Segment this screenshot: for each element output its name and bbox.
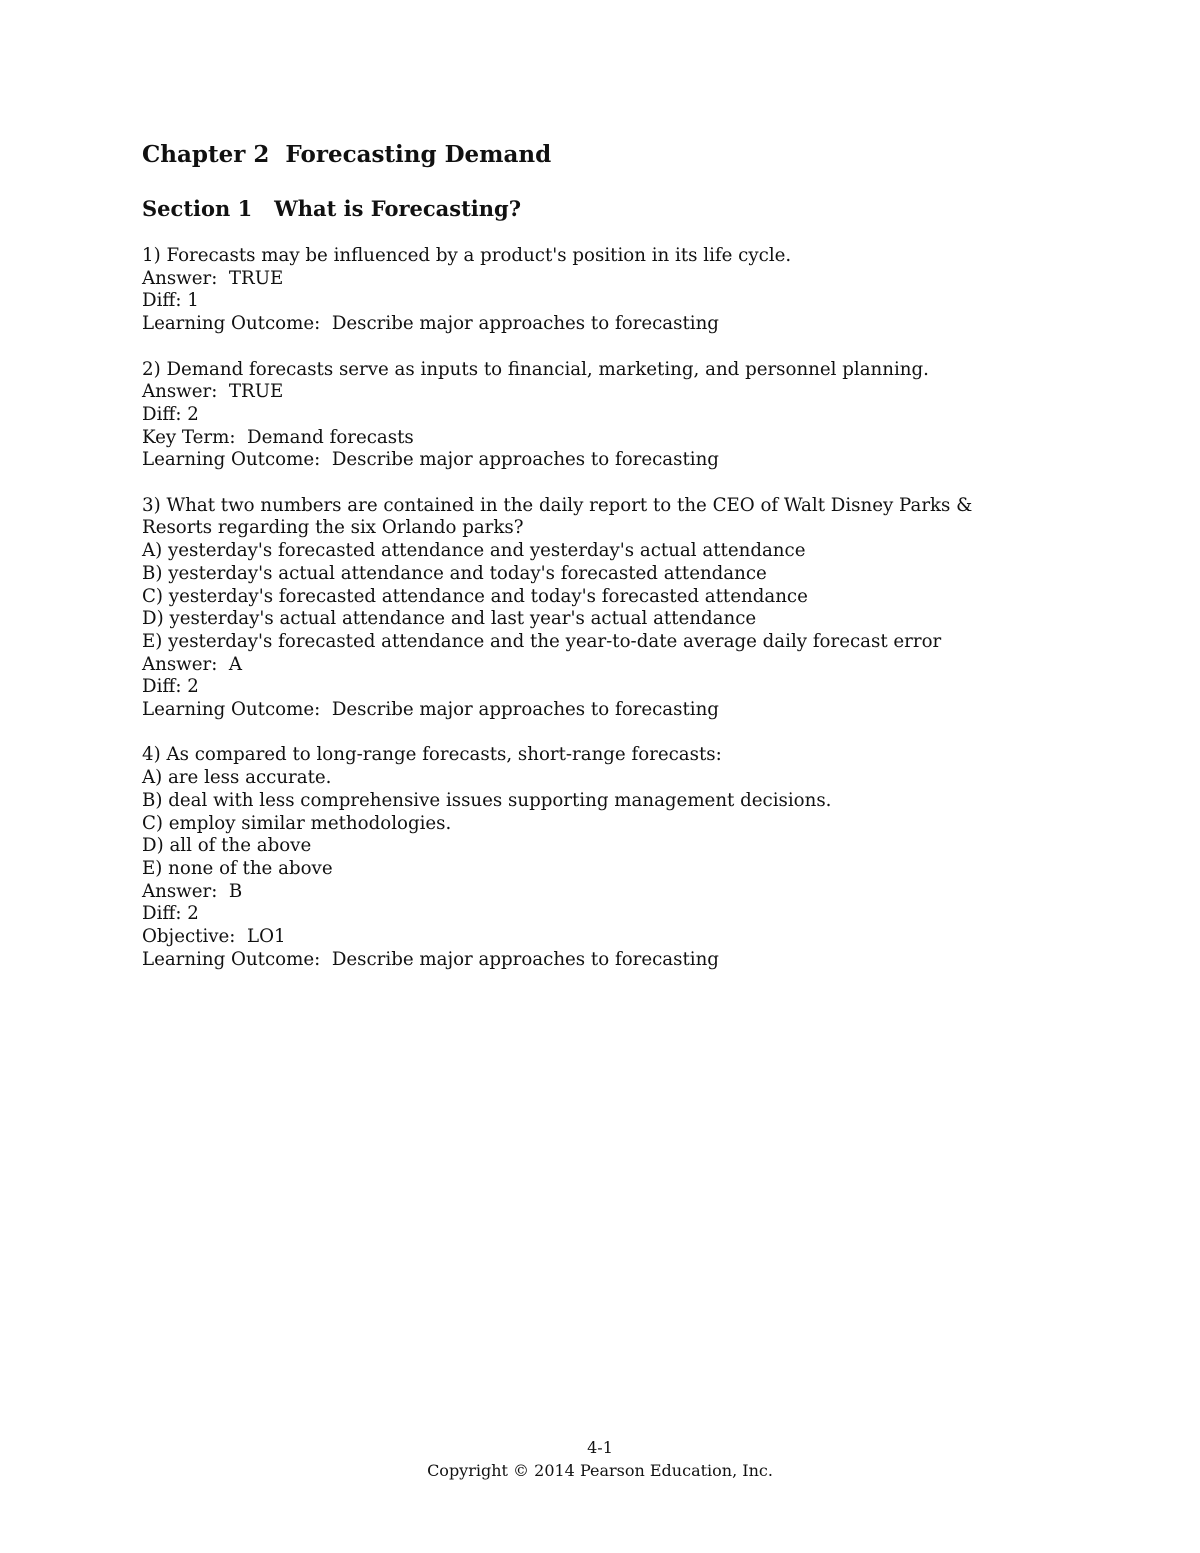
question-detail-line: Objective: LO1 bbox=[142, 926, 286, 948]
question-block bbox=[142, 359, 1072, 473]
question-text: 3) What two numbers are contained in the daily report to the CEO of Walt Disney Parks & bbox=[142, 494, 973, 516]
question-detail-line: Answer: TRUE bbox=[142, 267, 284, 289]
question-detail-line: A) are less accurate. bbox=[142, 767, 332, 789]
page-number: 4-1 bbox=[587, 1438, 613, 1457]
question-detail-line: Resorts regarding the six Orlando parks? bbox=[142, 517, 524, 539]
question-detail-line: D) yesterday's actual attendance and last year's actual attendance bbox=[142, 608, 757, 630]
question-block bbox=[142, 744, 1072, 971]
question-detail-line: Learning Outcome: Describe major approaches to forecasting bbox=[142, 948, 719, 970]
question-detail-line: Learning Outcome: Describe major approaches to forecasting bbox=[142, 313, 719, 335]
question-detail-line: Answer: B bbox=[142, 880, 243, 902]
question-text: 4) As compared to long-range forecasts, short-range forecasts: bbox=[142, 744, 722, 766]
question-detail-line: Diff: 1 bbox=[142, 290, 199, 312]
question-detail-line: B) deal with less comprehensive issues supporting management decisions. bbox=[142, 789, 832, 811]
question-detail-line: Answer: TRUE bbox=[142, 381, 284, 403]
question-detail-line: Diff: 2 bbox=[142, 903, 199, 925]
question-block bbox=[142, 495, 1072, 722]
question-detail-line: Diff: 2 bbox=[142, 403, 199, 425]
question-detail-line: A) yesterday's forecasted attendance and yesterday's actual attendance bbox=[142, 540, 806, 562]
question-list bbox=[142, 245, 1072, 971]
question-detail-line: Answer: A bbox=[142, 653, 243, 675]
chapter-title: Chapter 2 Forecasting Demand bbox=[142, 141, 552, 168]
document-content bbox=[142, 140, 1072, 994]
question-detail-line: C) employ similar methodologies. bbox=[142, 812, 452, 834]
question-detail-line: Learning Outcome: Describe major approaches to forecasting bbox=[142, 449, 719, 471]
question-text: 1) Forecasts may be influenced by a product's position in its life cycle. bbox=[142, 245, 792, 266]
question-detail-line: E) none of the above bbox=[142, 857, 333, 879]
question-text: 2) Demand forecasts serve as inputs to financial, marketing, and personnel planning. bbox=[142, 358, 929, 380]
question-detail-line: E) yesterday's forecasted attendance and the year-to-date average daily forecast error bbox=[142, 630, 942, 652]
question-detail-line: C) yesterday's forecasted attendance and today's forecasted attendance bbox=[142, 585, 808, 607]
question-detail-line: Learning Outcome: Describe major approaches to forecasting bbox=[142, 699, 719, 721]
question-block bbox=[142, 245, 1072, 336]
question-detail-line: D) all of the above bbox=[142, 835, 312, 857]
copyright-notice: Copyright © 2014 Pearson Education, Inc. bbox=[427, 1461, 773, 1480]
question-detail-line: B) yesterday's actual attendance and today's forecasted attendance bbox=[142, 562, 767, 584]
section-title: Section 1 What is Forecasting? bbox=[142, 196, 522, 221]
question-detail-line: Key Term: Demand forecasts bbox=[142, 426, 414, 448]
question-detail-line: Diff: 2 bbox=[142, 676, 199, 698]
